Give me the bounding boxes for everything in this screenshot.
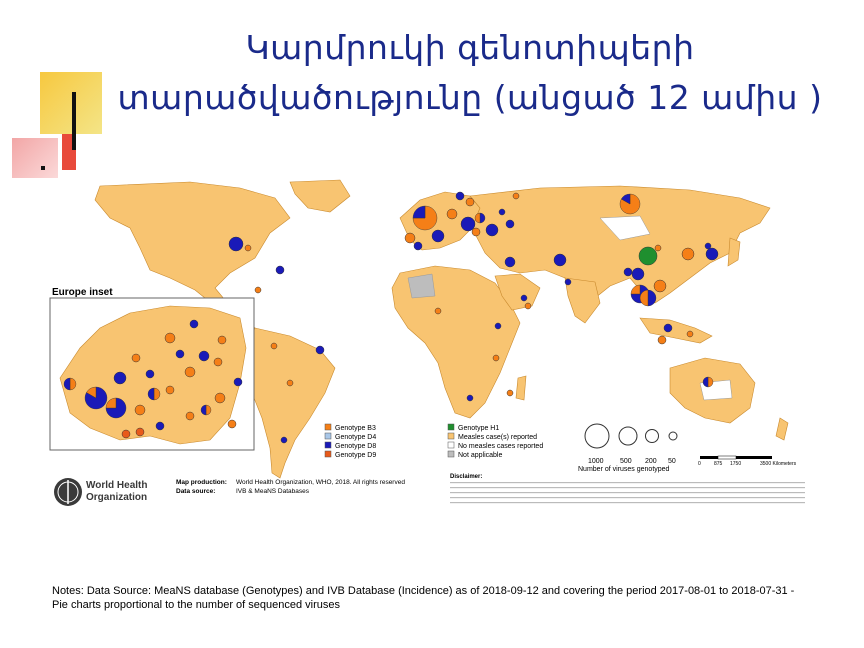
- genotype-pie: [655, 245, 661, 251]
- genotype-pie: [229, 237, 243, 251]
- genotype-pie: [190, 320, 198, 328]
- pie-slice: [245, 245, 251, 251]
- map-production-value: World Health Organization, WHO, 2018. All rights reserved: [236, 479, 405, 486]
- genotype-pie: [214, 358, 222, 366]
- new-zealand: [776, 418, 788, 440]
- legend-swatch: [325, 424, 331, 430]
- pie-slice: [705, 243, 711, 249]
- data-source-value: IVB & MeaNS Databases: [236, 488, 309, 495]
- pie-slice: [682, 248, 694, 260]
- genotype-pie: [148, 388, 160, 400]
- pie-size-legend: [578, 424, 677, 473]
- genotype-pie: [461, 217, 475, 231]
- genotype-pie: [506, 220, 514, 228]
- genotype-pie: [122, 430, 130, 438]
- size-circle-200: [646, 430, 659, 443]
- genotype-pie: [234, 378, 242, 386]
- pie-slice: [176, 350, 184, 358]
- pie-slice: [525, 303, 531, 309]
- disclaimer-title: Disclaimer:: [450, 474, 483, 480]
- genotype-pie: [687, 331, 693, 337]
- pie-slice: [655, 245, 661, 251]
- disclaimer: [450, 474, 805, 503]
- pie-slice: [214, 358, 222, 366]
- genotype-pie: [639, 247, 657, 265]
- genotype-pie: [165, 333, 175, 343]
- pie-slice: [513, 193, 519, 199]
- genotype-pie: [513, 193, 519, 199]
- genotype-pie: [405, 233, 415, 243]
- genotype-pie: [166, 386, 174, 394]
- genotype-pie: [467, 395, 473, 401]
- pie-slice: [136, 428, 144, 436]
- size-legend-title: Number of viruses genotyped: [578, 466, 670, 473]
- genotype-pie: [640, 290, 656, 306]
- genotype-pie: [456, 192, 464, 200]
- legend-label: Genotype D4: [335, 434, 377, 441]
- disclaimer-line-2: [450, 487, 805, 488]
- pie-slice: [506, 220, 514, 228]
- genotype-pie: [218, 336, 226, 344]
- measles-genotype-map: [40, 178, 806, 510]
- pie-slice: [507, 390, 513, 396]
- disclaimer-line-1: [450, 482, 805, 483]
- genotype-pie: [186, 412, 194, 420]
- europe-inset-label: Europe inset: [52, 287, 113, 298]
- genotype-pie: [85, 387, 107, 409]
- pie-slice: [639, 247, 657, 265]
- data-source-label: Data source:: [176, 488, 216, 495]
- genotype-pie: [413, 206, 437, 230]
- pie-slice: [565, 279, 571, 285]
- europe-inset: [50, 287, 254, 450]
- genotype-pie: [493, 355, 499, 361]
- size-label-500: 500: [620, 458, 632, 465]
- legend-label: Not applicable: [458, 452, 503, 459]
- pie-slice: [185, 367, 195, 377]
- pie-slice: [255, 287, 261, 293]
- pie-slice: [631, 285, 640, 294]
- genotype-pie: [215, 393, 225, 403]
- not-applicable-area-sahara: [408, 274, 435, 298]
- legend-swatch: [325, 433, 331, 439]
- genotype-pie: [432, 230, 444, 242]
- pie-slice: [316, 346, 324, 354]
- pie-slice: [706, 248, 718, 260]
- genotype-pie: [507, 390, 513, 396]
- genotype-pie: [435, 308, 441, 314]
- genotype-pie: [495, 323, 501, 329]
- pie-slice: [281, 437, 287, 443]
- decorative-bar-black: [72, 92, 76, 150]
- pie-slice: [554, 254, 566, 266]
- legend-swatch: [448, 451, 454, 457]
- legend-label: Measles case(s) reported: [458, 434, 537, 441]
- scale-label-0: 0: [698, 461, 701, 467]
- genotype-pie: [705, 243, 711, 249]
- slide-title-line2: տարածվածությունը (անցած 12 ամիս ): [117, 78, 823, 117]
- genotype-pie: [682, 248, 694, 260]
- pie-slice: [658, 336, 666, 344]
- legend-label: Genotype H1: [458, 425, 500, 432]
- genotype-pie: [525, 303, 531, 309]
- genotype-pie: [146, 370, 154, 378]
- pie-slice: [414, 242, 422, 250]
- size-label-50: 50: [668, 458, 676, 465]
- scale-bar: [698, 456, 797, 467]
- who-name-line1: World Health: [86, 480, 148, 491]
- pie-slice: [447, 209, 457, 219]
- genotype-pie: [176, 350, 184, 358]
- scale-segment-1: [700, 456, 718, 459]
- pie-slice: [405, 233, 415, 243]
- genotype-pie: [521, 295, 527, 301]
- pie-slice: [624, 268, 632, 276]
- pie-slice: [505, 257, 515, 267]
- pie-slice: [276, 266, 284, 274]
- genotype-pie: [706, 248, 718, 260]
- genotype-pie: [114, 372, 126, 384]
- genotype-pie: [475, 213, 485, 223]
- pie-slice: [132, 354, 140, 362]
- genotype-pie: [245, 245, 251, 251]
- pie-slice: [287, 380, 293, 386]
- pie-slice: [146, 370, 154, 378]
- legend-swatch: [448, 433, 454, 439]
- legend-swatch: [448, 424, 454, 430]
- pie-slice: [461, 217, 475, 231]
- scale-segment-2: [718, 456, 736, 459]
- legend-swatch: [325, 451, 331, 457]
- genotype-pie: [316, 346, 324, 354]
- size-circle-50: [669, 432, 677, 440]
- greenland: [290, 180, 350, 212]
- pie-slice: [435, 308, 441, 314]
- genotype-pie: [414, 242, 422, 250]
- genotype-pie: [276, 266, 284, 274]
- genotype-pie: [703, 377, 713, 387]
- decorative-square-pink: [12, 138, 58, 178]
- genotype-pie: [632, 268, 644, 280]
- genotype-pie: [658, 336, 666, 344]
- pie-slice: [228, 420, 236, 428]
- genotype-pie: [201, 405, 211, 415]
- genotype-pie: [486, 224, 498, 236]
- genotype-pie: [199, 351, 209, 361]
- southeast-asia-islands: [640, 318, 712, 343]
- pie-slice: [499, 209, 505, 215]
- legend-label: Genotype B3: [335, 425, 376, 432]
- size-label-1000: 1000: [588, 458, 604, 465]
- genotype-pie: [228, 420, 236, 428]
- pie-slice: [432, 230, 444, 242]
- genotype-pie: [106, 398, 126, 418]
- pie-slice: [456, 192, 464, 200]
- disclaimer-line-3: [450, 492, 805, 493]
- genotype-pie: [472, 228, 480, 236]
- slide-title-line1: Կարմրուկի գենոտիպերի: [245, 28, 695, 67]
- decorative-dot: [41, 166, 45, 170]
- genotype-pie: [565, 279, 571, 285]
- scale-label-1750: 1750: [730, 461, 742, 467]
- size-circle-500: [619, 427, 637, 445]
- genotype-pie: [664, 324, 672, 332]
- pie-slice: [218, 336, 226, 344]
- production-info: [176, 479, 405, 495]
- genotype-pie: [136, 428, 144, 436]
- pie-slice: [135, 405, 145, 415]
- genotype-pie: [499, 209, 505, 215]
- pie-slice: [199, 351, 209, 361]
- genotype-pie: [281, 437, 287, 443]
- genotype-pie: [554, 254, 566, 266]
- legend-label: Genotype D9: [335, 452, 377, 459]
- genotype-pie: [466, 198, 474, 206]
- pie-slice: [234, 378, 242, 386]
- legend-swatch: [325, 442, 331, 448]
- disclaimer-line-5: [450, 502, 805, 503]
- genotype-pie: [64, 378, 76, 390]
- notes-text: Notes: Data Source: MeaNS database (Genotypes) and IVB Database (Incidence) as of 2018-09-12 and covering the period 2017-08-01 to 2018-07-31 - Pie charts proportional to the number of sequenced viruses: [52, 585, 795, 611]
- legend-swatch: [448, 442, 454, 448]
- who-name-line2: Organization: [86, 492, 148, 503]
- pie-slice: [166, 386, 174, 394]
- genotype-pie: [255, 287, 261, 293]
- genotype-pie: [654, 280, 666, 292]
- pie-slice: [664, 324, 672, 332]
- pie-slice: [472, 228, 480, 236]
- who-logo: [54, 478, 147, 506]
- genotype-pie: [620, 194, 640, 214]
- pie-slice: [271, 343, 277, 349]
- pie-slice: [687, 331, 693, 337]
- pie-slice: [122, 430, 130, 438]
- genotype-pie: [624, 268, 632, 276]
- pie-slice: [486, 224, 498, 236]
- pie-slice: [229, 237, 243, 251]
- genotype-legend: [325, 424, 543, 459]
- genotype-pie: [135, 405, 145, 415]
- pie-slice: [467, 395, 473, 401]
- pie-slice: [190, 320, 198, 328]
- pie-slice: [466, 198, 474, 206]
- genotype-pie: [132, 354, 140, 362]
- japan: [728, 238, 740, 266]
- pie-slice: [114, 372, 126, 384]
- size-label-200: 200: [645, 458, 657, 465]
- pie-slice: [521, 295, 527, 301]
- genotype-pie: [505, 257, 515, 267]
- disclaimer-line-4: [450, 497, 805, 498]
- scale-label-3500: 3500 Kilometers: [760, 461, 797, 467]
- genotype-pie: [287, 380, 293, 386]
- madagascar: [516, 376, 526, 400]
- pie-slice: [632, 268, 644, 280]
- pie-slice: [493, 355, 499, 361]
- pie-slice: [654, 280, 666, 292]
- north-america: [95, 182, 290, 302]
- genotype-pie: [271, 343, 277, 349]
- pie-slice: [215, 393, 225, 403]
- decorative-square-yellow: [40, 72, 102, 134]
- legend-label: Genotype D8: [335, 443, 377, 450]
- scale-segment-3: [736, 456, 772, 459]
- pie-slice: [156, 422, 164, 430]
- size-circle-1000: [585, 424, 609, 448]
- pie-slice: [186, 412, 194, 420]
- map-production-label: Map production:: [176, 479, 227, 486]
- pie-slice: [165, 333, 175, 343]
- legend-label: No measles cases reported: [458, 443, 544, 450]
- india: [565, 278, 600, 323]
- genotype-pie: [185, 367, 195, 377]
- pie-slice: [495, 323, 501, 329]
- scale-label-875: 875: [714, 461, 723, 467]
- genotype-pie: [156, 422, 164, 430]
- genotype-pie: [447, 209, 457, 219]
